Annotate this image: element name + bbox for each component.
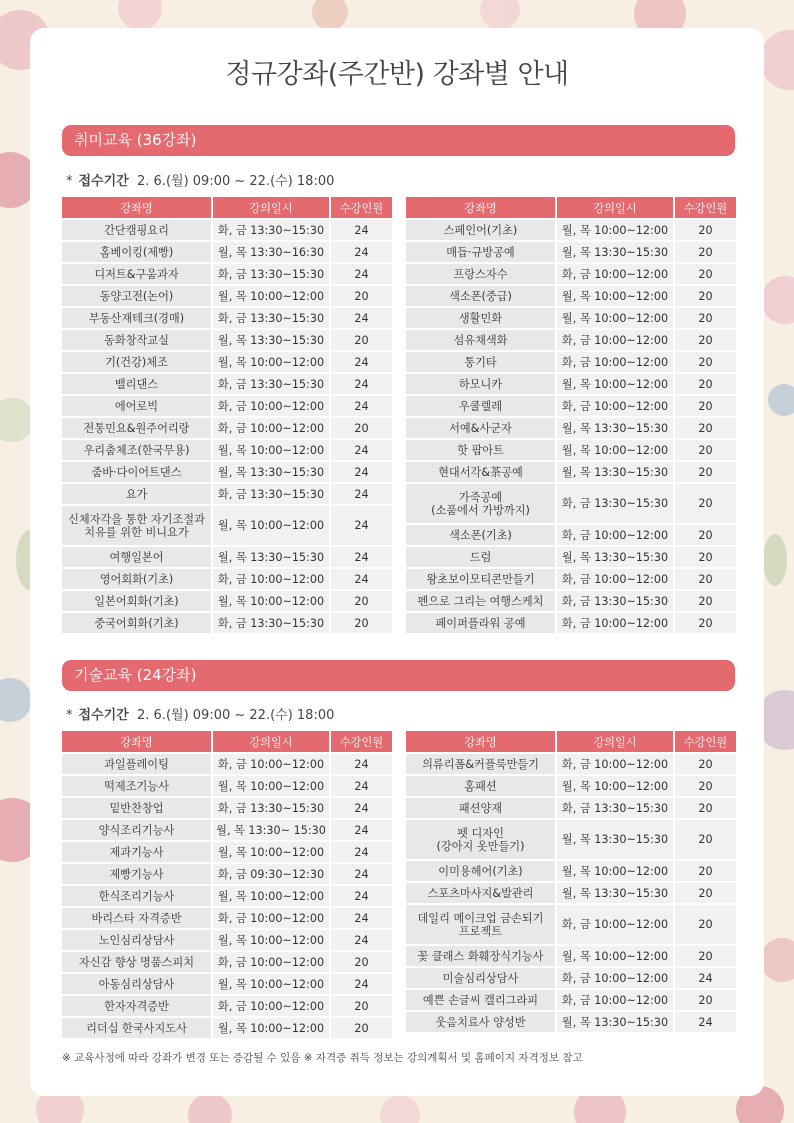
- course-capacity: 20: [674, 307, 736, 329]
- course-name: 꽃 클래스 화훼장식기능사: [406, 945, 556, 967]
- table-row: [406, 439, 736, 461]
- course-schedule: 화, 금 13:30~15:30: [212, 373, 330, 395]
- period-label: 접수기간: [78, 174, 129, 189]
- table-row: [62, 753, 392, 775]
- header-course-name: 강좌명: [406, 197, 556, 219]
- course-schedule: 월, 목 10:00~12:00: [556, 945, 674, 967]
- course-schedule: 화, 금 10:00~12:00: [212, 395, 330, 417]
- course-schedule: 화, 금 13:30~15:30: [212, 797, 330, 819]
- course-name: 일본어회화(기초): [62, 590, 212, 612]
- course-capacity: 20: [674, 524, 736, 546]
- course-name: 에어로빅: [62, 395, 212, 417]
- course-name: 우리춤체조(한국무용): [62, 439, 212, 461]
- course-name: 밸리댄스: [62, 373, 212, 395]
- course-name: 하모니카: [406, 373, 556, 395]
- course-capacity: 24: [330, 929, 392, 951]
- course-name: 가죽공예 (소품에서 가방까지): [406, 483, 556, 524]
- course-schedule: 화, 금 13:30~15:30: [556, 797, 674, 819]
- course-table-tech-left: [62, 731, 392, 1040]
- course-capacity: 20: [674, 860, 736, 882]
- table-row: [406, 351, 736, 373]
- header-course-name: 강좌명: [406, 731, 556, 753]
- table-header-row: [62, 731, 392, 753]
- course-capacity: 24: [330, 797, 392, 819]
- course-schedule: 월, 목 10:00~12:00: [556, 285, 674, 307]
- course-capacity: 24: [330, 307, 392, 329]
- table-row: [62, 590, 392, 612]
- course-capacity: 20: [330, 285, 392, 307]
- table-row: [62, 546, 392, 568]
- course-capacity: 20: [674, 989, 736, 1011]
- course-name: 스포츠마사지&발관리: [406, 882, 556, 904]
- table-row: [62, 1017, 392, 1039]
- course-schedule: 월, 목 13:30~15:30: [556, 1011, 674, 1033]
- course-schedule: 월, 목 10:00~12:00: [212, 885, 330, 907]
- table-row: [62, 775, 392, 797]
- table-row: [406, 967, 736, 989]
- course-name: 과일플레이팅: [62, 753, 212, 775]
- course-capacity: 20: [674, 483, 736, 524]
- course-name: 통기타: [406, 351, 556, 373]
- course-name: 데일리 메이크업 금손되기 프로젝트: [406, 904, 556, 945]
- table-row: [406, 483, 736, 524]
- header-schedule: 강의일시: [556, 731, 674, 753]
- course-schedule: 월, 목 13:30~15:30: [212, 329, 330, 351]
- table-row: [62, 973, 392, 995]
- course-schedule: 월, 목 10:00~12:00: [212, 505, 330, 546]
- course-name: 바리스타 자격증반: [62, 907, 212, 929]
- course-capacity: 20: [674, 904, 736, 945]
- table-row: [62, 351, 392, 373]
- page-title: 정규강좌(주간반) 강좌별 안내: [225, 59, 569, 90]
- course-capacity: 24: [330, 819, 392, 841]
- period-hobby: [66, 170, 334, 189]
- course-name: 자신감 향상 명품스피치: [62, 951, 212, 973]
- course-schedule: 월, 목 10:00~12:00: [556, 775, 674, 797]
- course-name: 의류리폼&커플룩만들기: [406, 753, 556, 775]
- table-row: [62, 995, 392, 1017]
- course-schedule: 화, 금 13:30~15:30: [212, 263, 330, 285]
- course-schedule: 월, 목 10:00~12:00: [212, 1017, 330, 1039]
- course-schedule: 화, 금 10:00~12:00: [212, 568, 330, 590]
- course-schedule: 월, 목 10:00~12:00: [556, 373, 674, 395]
- course-schedule: 월, 목 10:00~12:00: [212, 775, 330, 797]
- course-name: 웃음치료사 양성반: [406, 1011, 556, 1033]
- course-capacity: 20: [674, 797, 736, 819]
- course-capacity: 20: [674, 329, 736, 351]
- table-row: [406, 373, 736, 395]
- course-schedule: 화, 금 10:00~12:00: [212, 907, 330, 929]
- course-schedule: 월, 목 10:00~12:00: [556, 860, 674, 882]
- course-capacity: 20: [674, 775, 736, 797]
- course-capacity: 20: [674, 590, 736, 612]
- table-row: [62, 929, 392, 951]
- course-name: 제과기능사: [62, 841, 212, 863]
- table-row: [406, 329, 736, 351]
- table-row: [406, 524, 736, 546]
- course-capacity: 20: [330, 417, 392, 439]
- course-schedule: 월, 목 13:30~15:30: [212, 546, 330, 568]
- table-row: [62, 483, 392, 505]
- table-row: [406, 590, 736, 612]
- period-tech: [66, 704, 334, 723]
- table-row: [62, 263, 392, 285]
- course-capacity: 20: [330, 329, 392, 351]
- course-name: 전통민요&원주어리랑: [62, 417, 212, 439]
- course-name: 동화창작교실: [62, 329, 212, 351]
- course-capacity: 24: [330, 753, 392, 775]
- table-row: [62, 285, 392, 307]
- course-name: 미술심리상담사: [406, 967, 556, 989]
- course-name: 핫 팝아트: [406, 439, 556, 461]
- table-row: [406, 989, 736, 1011]
- course-capacity: 20: [330, 612, 392, 634]
- course-schedule: 월, 목 10:00~12:00: [212, 439, 330, 461]
- course-capacity: 20: [674, 612, 736, 634]
- course-schedule: 월, 목 13:30~15:30: [212, 461, 330, 483]
- course-name: 홈패션: [406, 775, 556, 797]
- course-capacity: 24: [330, 461, 392, 483]
- table-row: [406, 612, 736, 634]
- course-capacity: 24: [330, 505, 392, 546]
- course-schedule: 월, 목 13:30~16:30: [212, 241, 330, 263]
- table-row: [62, 612, 392, 634]
- header-capacity: 수강인원: [674, 197, 736, 219]
- table-row: [406, 1011, 736, 1033]
- course-schedule: 월, 목 10:00~12:00: [212, 973, 330, 995]
- course-schedule: 화, 금 13:30~15:30: [556, 590, 674, 612]
- table-row: [62, 819, 392, 841]
- course-schedule: 월, 목 13:30~ 15:30: [212, 819, 330, 841]
- course-schedule: 화, 금 10:00~12:00: [556, 989, 674, 1011]
- table-row: [406, 945, 736, 967]
- table-row: [406, 797, 736, 819]
- course-schedule: 월, 목 13:30~15:30: [556, 417, 674, 439]
- table-row: [406, 819, 736, 860]
- course-capacity: 20: [674, 219, 736, 241]
- header-course-name: 강좌명: [62, 197, 212, 219]
- course-capacity: 24: [330, 775, 392, 797]
- table-row: [406, 395, 736, 417]
- course-name: 매듭·규방공예: [406, 241, 556, 263]
- course-capacity: 20: [674, 753, 736, 775]
- course-name: 우쿨렐레: [406, 395, 556, 417]
- course-schedule: 월, 목 10:00~12:00: [212, 929, 330, 951]
- course-schedule: 화, 금 10:00~12:00: [556, 753, 674, 775]
- course-name: 홈베이킹(제빵): [62, 241, 212, 263]
- course-capacity: 20: [674, 285, 736, 307]
- course-name: 패션양재: [406, 797, 556, 819]
- course-name: 떡제조기능사: [62, 775, 212, 797]
- course-name: 노인심리상담사: [62, 929, 212, 951]
- course-capacity: 24: [330, 395, 392, 417]
- course-schedule: 화, 금 13:30~15:30: [556, 483, 674, 524]
- header-schedule: 강의일시: [212, 197, 330, 219]
- course-capacity: 24: [330, 263, 392, 285]
- table-row: [62, 373, 392, 395]
- course-capacity: 24: [330, 241, 392, 263]
- course-capacity: 24: [330, 439, 392, 461]
- course-schedule: 월, 목 13:30~15:30: [556, 241, 674, 263]
- course-capacity: 20: [674, 395, 736, 417]
- course-name: 펫 디자인 (강아지 옷만들기): [406, 819, 556, 860]
- course-name: 영어회화(기초): [62, 568, 212, 590]
- table-row: [406, 219, 736, 241]
- course-name: 한자자격증반: [62, 995, 212, 1017]
- course-name: 디저트&구움과자: [62, 263, 212, 285]
- course-schedule: 월, 목 13:30~15:30: [556, 819, 674, 860]
- course-name: 신체자각을 통한 자기조절과 치유를 위한 비니요가: [62, 505, 212, 546]
- course-capacity: 20: [674, 882, 736, 904]
- course-name: 색소폰(기초): [406, 524, 556, 546]
- course-capacity: 20: [674, 568, 736, 590]
- course-name: 간단캠핑요리: [62, 219, 212, 241]
- course-capacity: 24: [330, 907, 392, 929]
- table-row: [62, 395, 392, 417]
- course-schedule: 화, 금 10:00~12:00: [556, 568, 674, 590]
- table-row: [62, 907, 392, 929]
- course-name: 드럼: [406, 546, 556, 568]
- course-capacity: 20: [674, 945, 736, 967]
- course-capacity: 24: [330, 973, 392, 995]
- table-row: [406, 417, 736, 439]
- course-capacity: 24: [330, 483, 392, 505]
- course-schedule: 화, 금 10:00~12:00: [556, 351, 674, 373]
- course-name: 줌바·다이어트댄스: [62, 461, 212, 483]
- course-name: 동양고전(논어): [62, 285, 212, 307]
- course-capacity: 20: [330, 590, 392, 612]
- course-capacity: 20: [674, 373, 736, 395]
- course-schedule: 화, 금 10:00~12:00: [212, 417, 330, 439]
- course-schedule: 월, 목 10:00~12:00: [212, 590, 330, 612]
- table-row: [62, 329, 392, 351]
- course-name: 스페인어(기초): [406, 219, 556, 241]
- course-capacity: 20: [674, 263, 736, 285]
- course-schedule: 화, 금 10:00~12:00: [556, 263, 674, 285]
- course-name: 펜으로 그리는 여행스케치: [406, 590, 556, 612]
- course-schedule: 월, 목 10:00~12:00: [556, 439, 674, 461]
- table-header-row: [406, 731, 736, 753]
- course-capacity: 20: [674, 819, 736, 860]
- section-heading-hobby: 취미교육 (36강좌): [62, 125, 735, 156]
- table-row: [62, 797, 392, 819]
- table-row: [62, 885, 392, 907]
- course-capacity: 20: [330, 995, 392, 1017]
- period-label: 접수기간: [78, 708, 129, 723]
- course-schedule: 화, 금 13:30~15:30: [212, 219, 330, 241]
- table-row: [406, 461, 736, 483]
- course-name: 페이퍼플라워 공예: [406, 612, 556, 634]
- course-capacity: 20: [674, 461, 736, 483]
- course-capacity: 24: [330, 885, 392, 907]
- course-capacity: 20: [330, 1017, 392, 1039]
- table-header-row: [62, 197, 392, 219]
- course-capacity: 24: [674, 1011, 736, 1033]
- table-row: [62, 863, 392, 885]
- course-name: 이미용헤어(기초): [406, 860, 556, 882]
- course-capacity: 20: [674, 439, 736, 461]
- course-schedule: 화, 금 13:30~15:30: [212, 612, 330, 634]
- course-name: 서예&사군자: [406, 417, 556, 439]
- table-row: [406, 775, 736, 797]
- header-schedule: 강의일시: [556, 197, 674, 219]
- course-schedule: 월, 목 13:30~15:30: [556, 882, 674, 904]
- table-row: [406, 568, 736, 590]
- course-schedule: 화, 금 13:30~15:30: [212, 483, 330, 505]
- table-row: [406, 285, 736, 307]
- star-marker: *: [66, 174, 73, 189]
- course-capacity: 24: [330, 546, 392, 568]
- course-schedule: 화, 금 10:00~12:00: [556, 904, 674, 945]
- table-header-row: [406, 197, 736, 219]
- course-capacity: 24: [330, 373, 392, 395]
- course-capacity: 24: [330, 841, 392, 863]
- course-name: 한식조리기능사: [62, 885, 212, 907]
- table-row: [62, 439, 392, 461]
- course-schedule: 화, 금 10:00~12:00: [212, 995, 330, 1017]
- course-schedule: 화, 금 10:00~12:00: [556, 524, 674, 546]
- period-value: 2. 6.(월) 09:00 ~ 22.(수) 18:00: [137, 708, 335, 723]
- table-row: [406, 904, 736, 945]
- course-capacity: 24: [330, 568, 392, 590]
- course-schedule: 화, 금 13:30~15:30: [212, 307, 330, 329]
- table-row: [406, 307, 736, 329]
- course-name: 요가: [62, 483, 212, 505]
- course-name: 부동산재테크(경매): [62, 307, 212, 329]
- course-table-hobby-left: [62, 197, 392, 635]
- table-row: [62, 219, 392, 241]
- course-name: 제빵기능사: [62, 863, 212, 885]
- course-table-tech-right: [406, 731, 736, 1034]
- course-name: 왕초보이모티콘만들기: [406, 568, 556, 590]
- course-schedule: 화, 금 10:00~12:00: [556, 395, 674, 417]
- table-row: [62, 951, 392, 973]
- period-value: 2. 6.(월) 09:00 ~ 22.(수) 18:00: [137, 174, 335, 189]
- course-name: 프랑스자수: [406, 263, 556, 285]
- header-course-name: 강좌명: [62, 731, 212, 753]
- table-row: [406, 753, 736, 775]
- table-row: [406, 860, 736, 882]
- table-row: [62, 568, 392, 590]
- course-table-hobby-right: [406, 197, 736, 635]
- course-capacity: 20: [674, 241, 736, 263]
- star-marker: *: [66, 708, 73, 723]
- table-row: [62, 417, 392, 439]
- course-schedule: 월, 목 13:30~15:30: [556, 546, 674, 568]
- header-capacity: 수강인원: [330, 731, 392, 753]
- table-row: [62, 505, 392, 546]
- header-capacity: 수강인원: [674, 731, 736, 753]
- section-heading-tech: 기술교육 (24강좌): [62, 660, 735, 691]
- course-capacity: 24: [330, 863, 392, 885]
- course-capacity: 20: [330, 951, 392, 973]
- course-schedule: 화, 금 10:00~12:00: [212, 753, 330, 775]
- course-schedule: 월, 목 13:30~15:30: [556, 461, 674, 483]
- course-name: 밑반찬창업: [62, 797, 212, 819]
- header-schedule: 강의일시: [212, 731, 330, 753]
- course-schedule: 화, 금 10:00~12:00: [212, 951, 330, 973]
- table-row: [406, 263, 736, 285]
- course-schedule: 화, 금 10:00~12:00: [556, 967, 674, 989]
- course-capacity: 24: [330, 351, 392, 373]
- table-row: [62, 841, 392, 863]
- course-name: 여행일본어: [62, 546, 212, 568]
- course-capacity: 20: [674, 351, 736, 373]
- course-schedule: 월, 목 10:00~12:00: [212, 285, 330, 307]
- course-name: 리더십 한국사지도사: [62, 1017, 212, 1039]
- header-capacity: 수강인원: [330, 197, 392, 219]
- footnote: ※ 교육사정에 따라 강좌가 변경 또는 증감될 수 있음 ※ 자격증 취득 정보는 강의계획서 및 홈페이지 자격정보 참고: [62, 1052, 583, 1064]
- table-row: [406, 241, 736, 263]
- course-capacity: 24: [674, 967, 736, 989]
- course-name: 아동심리상담사: [62, 973, 212, 995]
- course-name: 현대서각&茶공예: [406, 461, 556, 483]
- course-schedule: 월, 목 10:00~12:00: [556, 219, 674, 241]
- table-row: [62, 241, 392, 263]
- table-row: [406, 546, 736, 568]
- table-row: [62, 307, 392, 329]
- course-capacity: 20: [674, 417, 736, 439]
- course-schedule: 화, 금 10:00~12:00: [556, 329, 674, 351]
- course-name: 양식조리기능사: [62, 819, 212, 841]
- course-schedule: 월, 목 10:00~12:00: [556, 307, 674, 329]
- table-row: [62, 461, 392, 483]
- course-schedule: 화, 금 09:30~12:30: [212, 863, 330, 885]
- course-name: 기(건강)체조: [62, 351, 212, 373]
- course-name: 예쁜 손글씨 캘리그라피: [406, 989, 556, 1011]
- course-schedule: 월, 목 10:00~12:00: [212, 841, 330, 863]
- course-name: 중국어회화(기초): [62, 612, 212, 634]
- course-capacity: 20: [674, 546, 736, 568]
- course-name: 생활민화: [406, 307, 556, 329]
- course-name: 색소폰(중급): [406, 285, 556, 307]
- course-name: 섬유채색화: [406, 329, 556, 351]
- table-row: [406, 882, 736, 904]
- course-schedule: 월, 목 10:00~12:00: [212, 351, 330, 373]
- course-capacity: 24: [330, 219, 392, 241]
- course-schedule: 화, 금 10:00~12:00: [556, 612, 674, 634]
